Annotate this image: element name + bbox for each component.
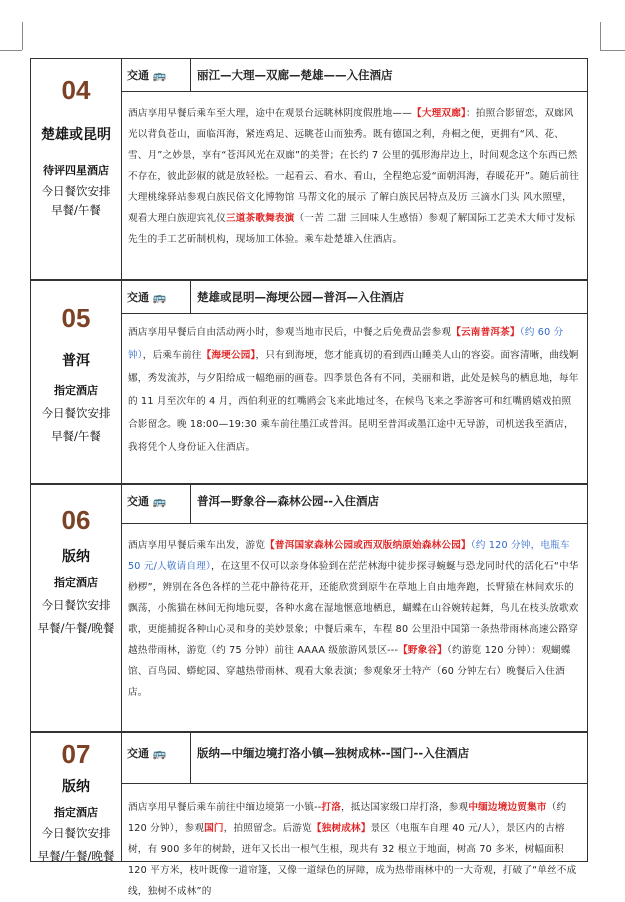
itinerary-page <box>30 58 590 897</box>
meal-note: 今日餐饮安排 <box>41 598 111 612</box>
day-block-04 <box>30 58 588 280</box>
crop-mark <box>22 22 23 50</box>
day-route: 丽江—大理—双廊—楚雄——入住酒店 <box>197 68 393 82</box>
day-hotel: 指定酒店 <box>54 806 98 819</box>
day-header <box>121 59 587 92</box>
day-block-07 <box>30 732 588 897</box>
day-city: 楚雄或昆明 <box>41 127 111 143</box>
transport-label: 交通 🚌 <box>121 281 191 313</box>
day-header <box>121 733 587 784</box>
day-sidebar <box>31 485 122 731</box>
day-meals: 早餐/午餐 <box>51 203 101 217</box>
transport-label: 交通 🚌 <box>121 59 191 91</box>
day-route: 楚雄或昆明—海埂公园—普洱—入住酒店 <box>197 290 404 304</box>
day-number: 04 <box>61 75 91 105</box>
day-description: 酒店享用早餐后乘车前往中缅边境第一小镇--打洛，抵达国家级口岸打洛，参观中缅边境边贸集市（约 120 分钟），参观国门，拍照留念。后游览【独树成林】景区（电瓶车自理 40 元/人），景区内的古榕树，有 900 多年的树龄，迸年又长出一根气生根，现共有 32 根立于地面，树高 70 多米，树幅面积 120 平方米，枝叶既像一道帘篷，又像一道绿色的屏障，成为热带雨林中的一大奇观，打破了“单丝不成线，独树不成林”的 <box>128 802 577 897</box>
day-city: 版纳 <box>62 779 90 795</box>
day-meals: 早餐/午餐/晚餐 <box>37 849 115 863</box>
day-sidebar <box>31 281 122 483</box>
day-block-06 <box>30 484 588 732</box>
day-description: 酒店享用早餐后乘车出发，游览【普洱国家森林公园或西双版纳原始森林公园】（约 120 分钟，电瓶车 50 元/人敬请自理），在这里不仅可以亲身体验到在茫茫林海中徒步探寻蜿蜒与恐龙同时代的活化石“中华桫椤”，辨别在各色各样的兰花中静待花开，还能欣赏到原牛在草地上自由地奔跑，长臂猿在林间欢乐的飘荡，小熊猫在林间无拘地玩耍，各种水禽在湿地惬意地栖息，蝴蝶在山谷婉转起舞，鸟儿在枝头放歌欢歌，更能捕捉各种山心灵和身的美妙景象；中餐后乘车，车程 80 公里沿中国第一条热带雨林高速公路穿越热带雨林，游览（约 75 分钟）前往 AAAA 级旅游风景区---【野象谷】（约游览 120 分钟）：观蝴蝶馆、百鸟园、蟒蛇园、穿越热带雨林、观看大象表演；参观象牙土特产（60 分钟左右）晚餐后入住酒店。 <box>128 540 579 698</box>
day-city: 版纳 <box>62 549 90 565</box>
meal-note: 今日餐饮安排 <box>41 826 111 840</box>
day-number: 07 <box>61 739 91 769</box>
transport-label: 交通 🚌 <box>121 733 191 783</box>
day-description: 酒店享用早餐后乘车至大理，途中在观景台远眺林阴度假胜地——【大理双廊】：拍照合影留恋，双廊风光以背負苍山，面临洱海，紧连鸡足、远眺苍山而独秀。既有德国之利，舟楫之便，更拥有“风、花、雪、月”之妙景，享有“苍洱风光在双廊”的美誉；在长约 7 公里的弧形海岸边上，时间观念这个东西已然不存在，彼此彭俶的就是放轻松。一起看云、看水、看山，全程绝忘爱“面朝洱海，春暖花开”。随后前往大理桃缘驿站参观白族民俗文化博物馆 马帮文化的展示 了解白族民居特点及历 三滴水门头 风水照壁，观看大理白族迎宾礼仪三道茶歌舞表演（一苦 二甜 三回味人生感悟）参观了解国际工艺美术大师寸发标先生的手工艺斫制机构，现场加工体验。乘车赴楚雄入住酒店。 <box>128 108 580 245</box>
day-meals: 早餐/午餐/晚餐 <box>37 621 115 635</box>
day-sidebar <box>31 733 122 861</box>
day-meals: 早餐/午餐 <box>51 429 101 443</box>
day-route: 普洱—野象谷—森林公园--入住酒店 <box>197 494 380 508</box>
day-sidebar <box>31 59 122 279</box>
meal-note: 今日餐饮安排 <box>41 184 111 198</box>
crop-mark <box>600 50 625 51</box>
transport-label: 交通 🚌 <box>121 485 191 523</box>
day-hotel: 指定酒店 <box>54 576 98 589</box>
day-header <box>121 485 587 524</box>
day-route: 版纳—中缅边境打洛小镇—独树成林--国门--入住酒店 <box>197 746 470 760</box>
day-hotel: 指定酒店 <box>54 384 98 397</box>
day-description: 酒店享用早餐后自由活动两小时，参观当地市民后，中餐之后免费品尝参观【云南普洱茶】（约 60 分钟），后乘车前往【海埂公园】，只有到海埂，您才能真切的看到西山睡美人山的容姿。面容清晰，曲线婀娜，秀发流苏，与夕阳给成一幅绝丽的画卷。四季景色各有不同，美丽和谐，此处是候鸟的栖息地，每年的 11 月至次年的 4 月，西伯利亚的红嘴鸥会飞来此地过冬，在候鸟飞来之季游客可和红嘴鸥嬉戏拍照合影留念。晚 18:00—19:30 乘车前往墨江或普洱。昆明至普洱或墨江途中无导游，司机送我至酒店，我将凭个人身份证入住酒店。 <box>128 327 579 453</box>
day-block-05 <box>30 280 588 484</box>
day-header <box>121 281 587 314</box>
day-number: 06 <box>61 505 91 535</box>
day-city: 普洱 <box>62 353 90 369</box>
meal-note: 今日餐饮安排 <box>41 406 111 420</box>
day-hotel: 待评四星酒店 <box>43 164 109 177</box>
crop-mark <box>0 50 22 51</box>
crop-mark <box>600 22 601 50</box>
day-number: 05 <box>61 303 91 333</box>
